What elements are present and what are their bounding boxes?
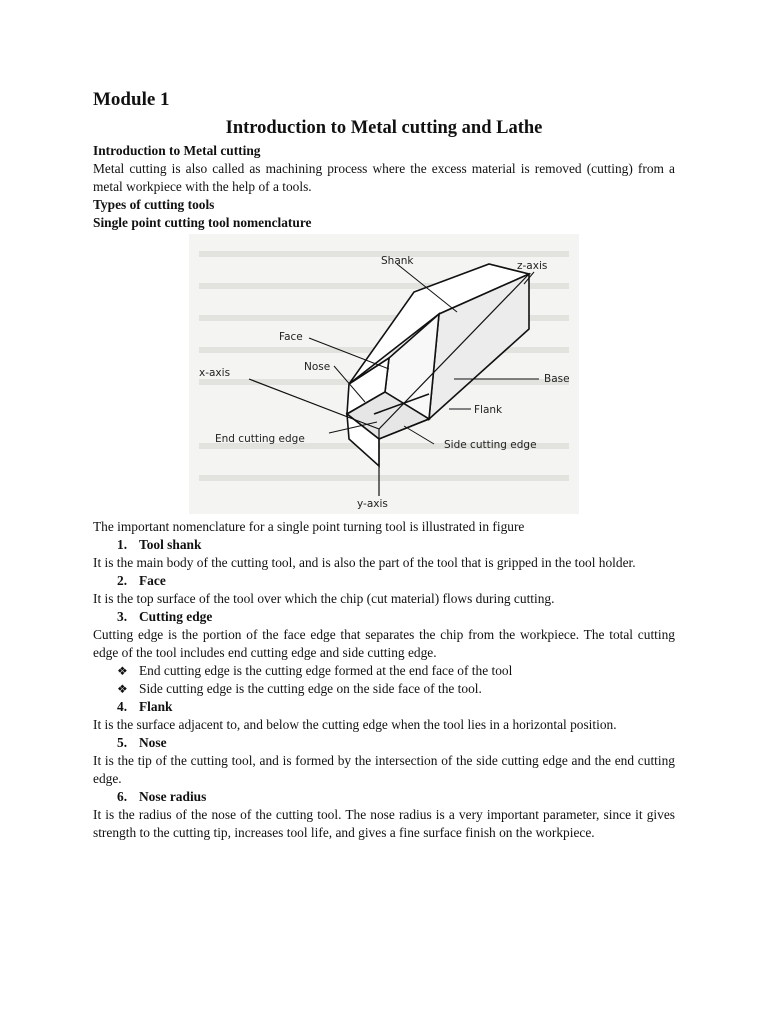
- section-heading-types: Types of cutting tools: [93, 197, 215, 212]
- label-flank: Flank: [474, 404, 503, 416]
- label-end-cutting-edge: End cutting edge: [215, 433, 305, 445]
- label-z-axis: z-axis: [517, 260, 548, 272]
- diamond-bullet-icon: ❖: [117, 682, 128, 696]
- label-y-axis: y-axis: [357, 498, 388, 510]
- label-shank: Shank: [381, 255, 414, 267]
- label-base: Base: [544, 373, 570, 385]
- label-x-axis: x-axis: [199, 367, 231, 379]
- module-heading: Module 1: [93, 89, 170, 110]
- list-item-heading: 2. Face: [117, 573, 166, 588]
- list-item-text: It is the tip of the cutting tool, and is formed by the intersection of the side cutting edge and the end cutting edge.: [93, 753, 675, 786]
- list-item-text: It is the top surface of the tool over which the chip (cut material) flows during cutting.: [93, 591, 555, 606]
- tool-diagram: [189, 234, 579, 514]
- list-item-heading: 6. Nose radius: [117, 789, 207, 804]
- bullet-item: ❖ End cutting edge is the cutting edge formed at the end face of the tool: [117, 663, 513, 678]
- label-nose: Nose: [304, 361, 331, 373]
- list-item-heading: 4. Flank: [117, 699, 173, 714]
- page-title: Introduction to Metal cutting and Lathe: [225, 118, 543, 138]
- paragraph-intro: Metal cutting is also called as machining process where the excess material is removed (cutting) from a metal workpiece with the help of a tools.: [93, 161, 675, 194]
- diamond-bullet-icon: ❖: [117, 664, 128, 678]
- list-item-text: It is the radius of the nose of the cutting tool. The nose radius is a very important parameter, since it gives strength to the cutting tip, increases tool life, and gives a fine surface finish on the workpiece.: [93, 807, 675, 840]
- bullet-item: ❖ Side cutting edge is the cutting edge on the side face of the tool.: [117, 681, 482, 696]
- list-item-heading: 5. Nose: [117, 735, 167, 750]
- list-item-text: Cutting edge is the portion of the face edge that separates the chip from the workpiece. The total cutting edge of the tool includes end cutting edge and side cutting edge.: [93, 627, 675, 660]
- list-item-text: It is the surface adjacent to, and below the cutting edge when the tool lies in a horizontal position.: [93, 717, 617, 732]
- section-heading-nomenclature: Single point cutting tool nomenclature: [93, 215, 312, 230]
- figure-caption: The important nomenclature for a single point turning tool is illustrated in figure: [93, 519, 525, 534]
- list-item-heading: 3. Cutting edge: [117, 609, 213, 624]
- document-body: [93, 88, 675, 842]
- list-item-text: It is the main body of the cutting tool, and is also the part of the tool that is gripped in the tool holder.: [93, 555, 636, 570]
- label-face: Face: [279, 331, 303, 343]
- tool-nomenclature-figure: [189, 234, 579, 514]
- label-side-cutting-edge: Side cutting edge: [444, 439, 537, 451]
- list-item-heading: 1. Tool shank: [117, 537, 202, 552]
- section-heading-intro: Introduction to Metal cutting: [93, 143, 261, 158]
